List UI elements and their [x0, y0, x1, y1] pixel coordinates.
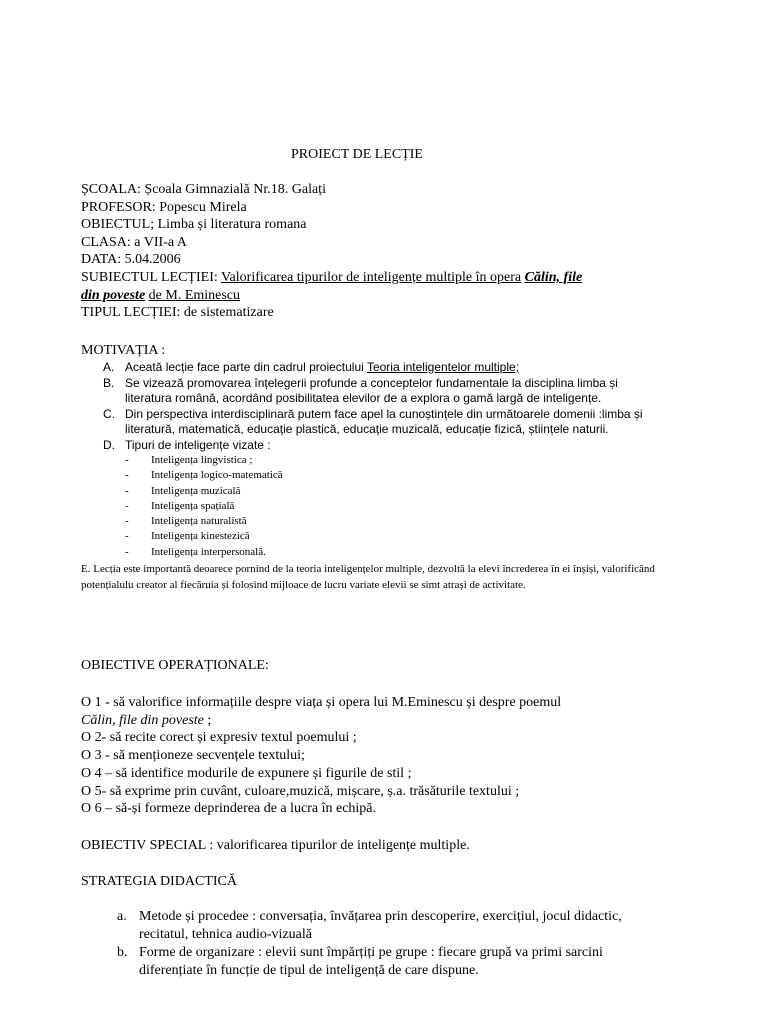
data-label: DATA: [81, 252, 122, 268]
strategia-b-text: Forme de organizare : elevii sunt împărțiți pe grupe : fiecare grupă va primi sarcini diferențiate în funcție de tipul de inteligență de care dispune. [139, 945, 603, 978]
intelligence-list [81, 453, 661, 560]
motivatia-a-text [125, 360, 655, 376]
list-marker: B. [103, 375, 115, 390]
subiect-line [81, 269, 651, 287]
objective-o1 [81, 694, 671, 712]
scoala-value: Școala Gimnazială Nr.18. Galați [144, 182, 326, 197]
lesson-header [81, 181, 651, 322]
list-item: - Inteligența muzicală [125, 484, 241, 497]
obiectiv-special: OBIECTIV SPECIAL : valorificarea tipurilor de inteligențe multiple. [81, 838, 470, 853]
objective-o1-text: O 1 - să valorifice informațiile despre viața și opera lui M.Eminescu și despre poemul [81, 695, 562, 710]
intelligence-label: Inteligența muzicală [151, 484, 241, 497]
subiect-work-title-2: din poveste [81, 287, 146, 303]
clasa-value: a VII-a A [134, 234, 187, 250]
objective-o2: O 2- să recite corect și expresiv textul poemului ; [81, 730, 357, 746]
list-item: - Inteligența spațială [125, 499, 235, 512]
data-value: 5.04.2006 [124, 252, 181, 268]
motivatia-e-paragraph: E. Lecția este importantă deoarece pornind de la teoria inteligențelor multiple, dezvoltă la elevi încrederea în ei înșiși, valorificând potențialulu creator al fiecăruia și folosind mijloace de lucru variate elevii se simt atrași de activitate. [81, 563, 655, 592]
list-marker: a. [117, 909, 127, 924]
profesor-line [81, 199, 651, 217]
objective-o3: O 3 - să menționeze secvențele textului; [81, 748, 305, 764]
obiectul-label: OBIECTUL; [81, 217, 155, 233]
intelligence-label: Inteligența spațială [151, 499, 235, 512]
intelligence-label: Inteligența logico-matematică [151, 469, 283, 482]
list-item: - Inteligența lingvistica ; [125, 454, 253, 466]
list-item: - Inteligența logico-matematică [125, 469, 283, 482]
objective-o1-cont [81, 712, 671, 730]
objective-o6: O 6 – să-și formeze deprinderea de a lucra în echipă. [81, 801, 377, 817]
motivatia-a-body: Aceată lecție face parte din cadrul proiectului [125, 360, 364, 374]
motivatia-item-d [81, 438, 661, 454]
motivatia-b-text: Se vizează promovarea înțelegerii profunde a conceptelor fundamentale la disciplina limba și literatura română, acordând posibilitatea elevilor de a explora o gamă largă de inteligențe. [125, 375, 618, 405]
profesor-label: PROFESOR: [81, 199, 156, 215]
motivatia-d-text: Tipuri de inteligențe vizate : [125, 437, 271, 452]
objective-o5: O 5- să exprime prin cuvânt, culoare,muzică, mișcare, ș.a. trăsăturile textului ; [81, 783, 520, 799]
motivatia-item-c [81, 407, 661, 438]
scoala-label: ȘCOALA: [81, 182, 141, 197]
intelligence-label: Inteligența naturalistă [151, 515, 247, 528]
objective-o4: O 4 – să identifice modurile de expunere și figurile de stil ; [81, 765, 412, 781]
motivatia-item-a [81, 360, 661, 376]
tipul-value: de sistematizare [183, 305, 274, 321]
intelligence-label: Inteligența interpersonală. [151, 545, 266, 558]
list-marker: A. [103, 360, 115, 374]
motivatia-c-text: Din perspectiva interdisciplinară putem face apel la cunoștințele din următoarele domenii :limba și literatură, matematică, educație plastică, educație muzicală, educație fizică, științele naturii. [125, 406, 643, 436]
obiectul-value: Limba și literatura romana [157, 217, 307, 233]
clasa-label: CLASA: [81, 234, 131, 250]
page-title: PROIECT DE LECȚIE [291, 147, 423, 162]
list-item: - Inteligența naturalistă [125, 515, 247, 528]
intelligence-label: Inteligența kinestezică [151, 530, 250, 543]
tipul-line [81, 304, 651, 322]
strategia-item-b [81, 944, 661, 979]
strategia-a-text: Metode și procedee : conversația, învățarea prin descoperire, exercițiul, jocul didactic, recitatul, tehnica audio-vizuală [139, 909, 622, 942]
list-marker: C. [103, 406, 115, 421]
strategia-list [81, 908, 661, 980]
obiectul-line [81, 216, 651, 234]
motivatia-item-b [81, 376, 661, 407]
list-marker: D. [103, 437, 115, 452]
strategia-heading: STRATEGIA DIDACTICĂ [81, 874, 237, 889]
subiect-label: SUBIECTUL LECȚIEI: [81, 269, 218, 285]
list-item: - Inteligența kinestezică [125, 530, 250, 543]
motivatia-a-project: Teoria inteligentelor multiple; [366, 360, 520, 374]
clasa-line [81, 234, 651, 252]
subiect-line-2 [81, 287, 651, 305]
obiective-list [81, 694, 671, 818]
list-marker: b. [117, 945, 128, 960]
objective-o1-end: ; [207, 712, 212, 728]
subiect-text: Valorificarea tipurilor de inteligențe multiple în opera [221, 269, 522, 285]
motivatia-heading: MOTIVAȚIA : [81, 343, 166, 358]
scoala-line [81, 181, 651, 199]
data-line [81, 251, 651, 269]
list-item: - Inteligența interpersonală. [125, 545, 266, 558]
tipul-label: TIPUL LECȚIEI: [81, 305, 181, 321]
objective-o1-work: Călin, file din poveste [81, 712, 204, 728]
subiect-author: de M. Eminescu [148, 287, 241, 303]
intelligence-label: Inteligența lingvistica ; [151, 454, 253, 466]
subiect-work-title-1: Călin, file [524, 269, 583, 285]
strategia-item-a [81, 908, 661, 943]
motivatia-section [81, 360, 661, 593]
profesor-value: Popescu Mirela [159, 199, 247, 215]
obiective-heading: OBIECTIVE OPERAȚIONALE: [81, 658, 269, 673]
